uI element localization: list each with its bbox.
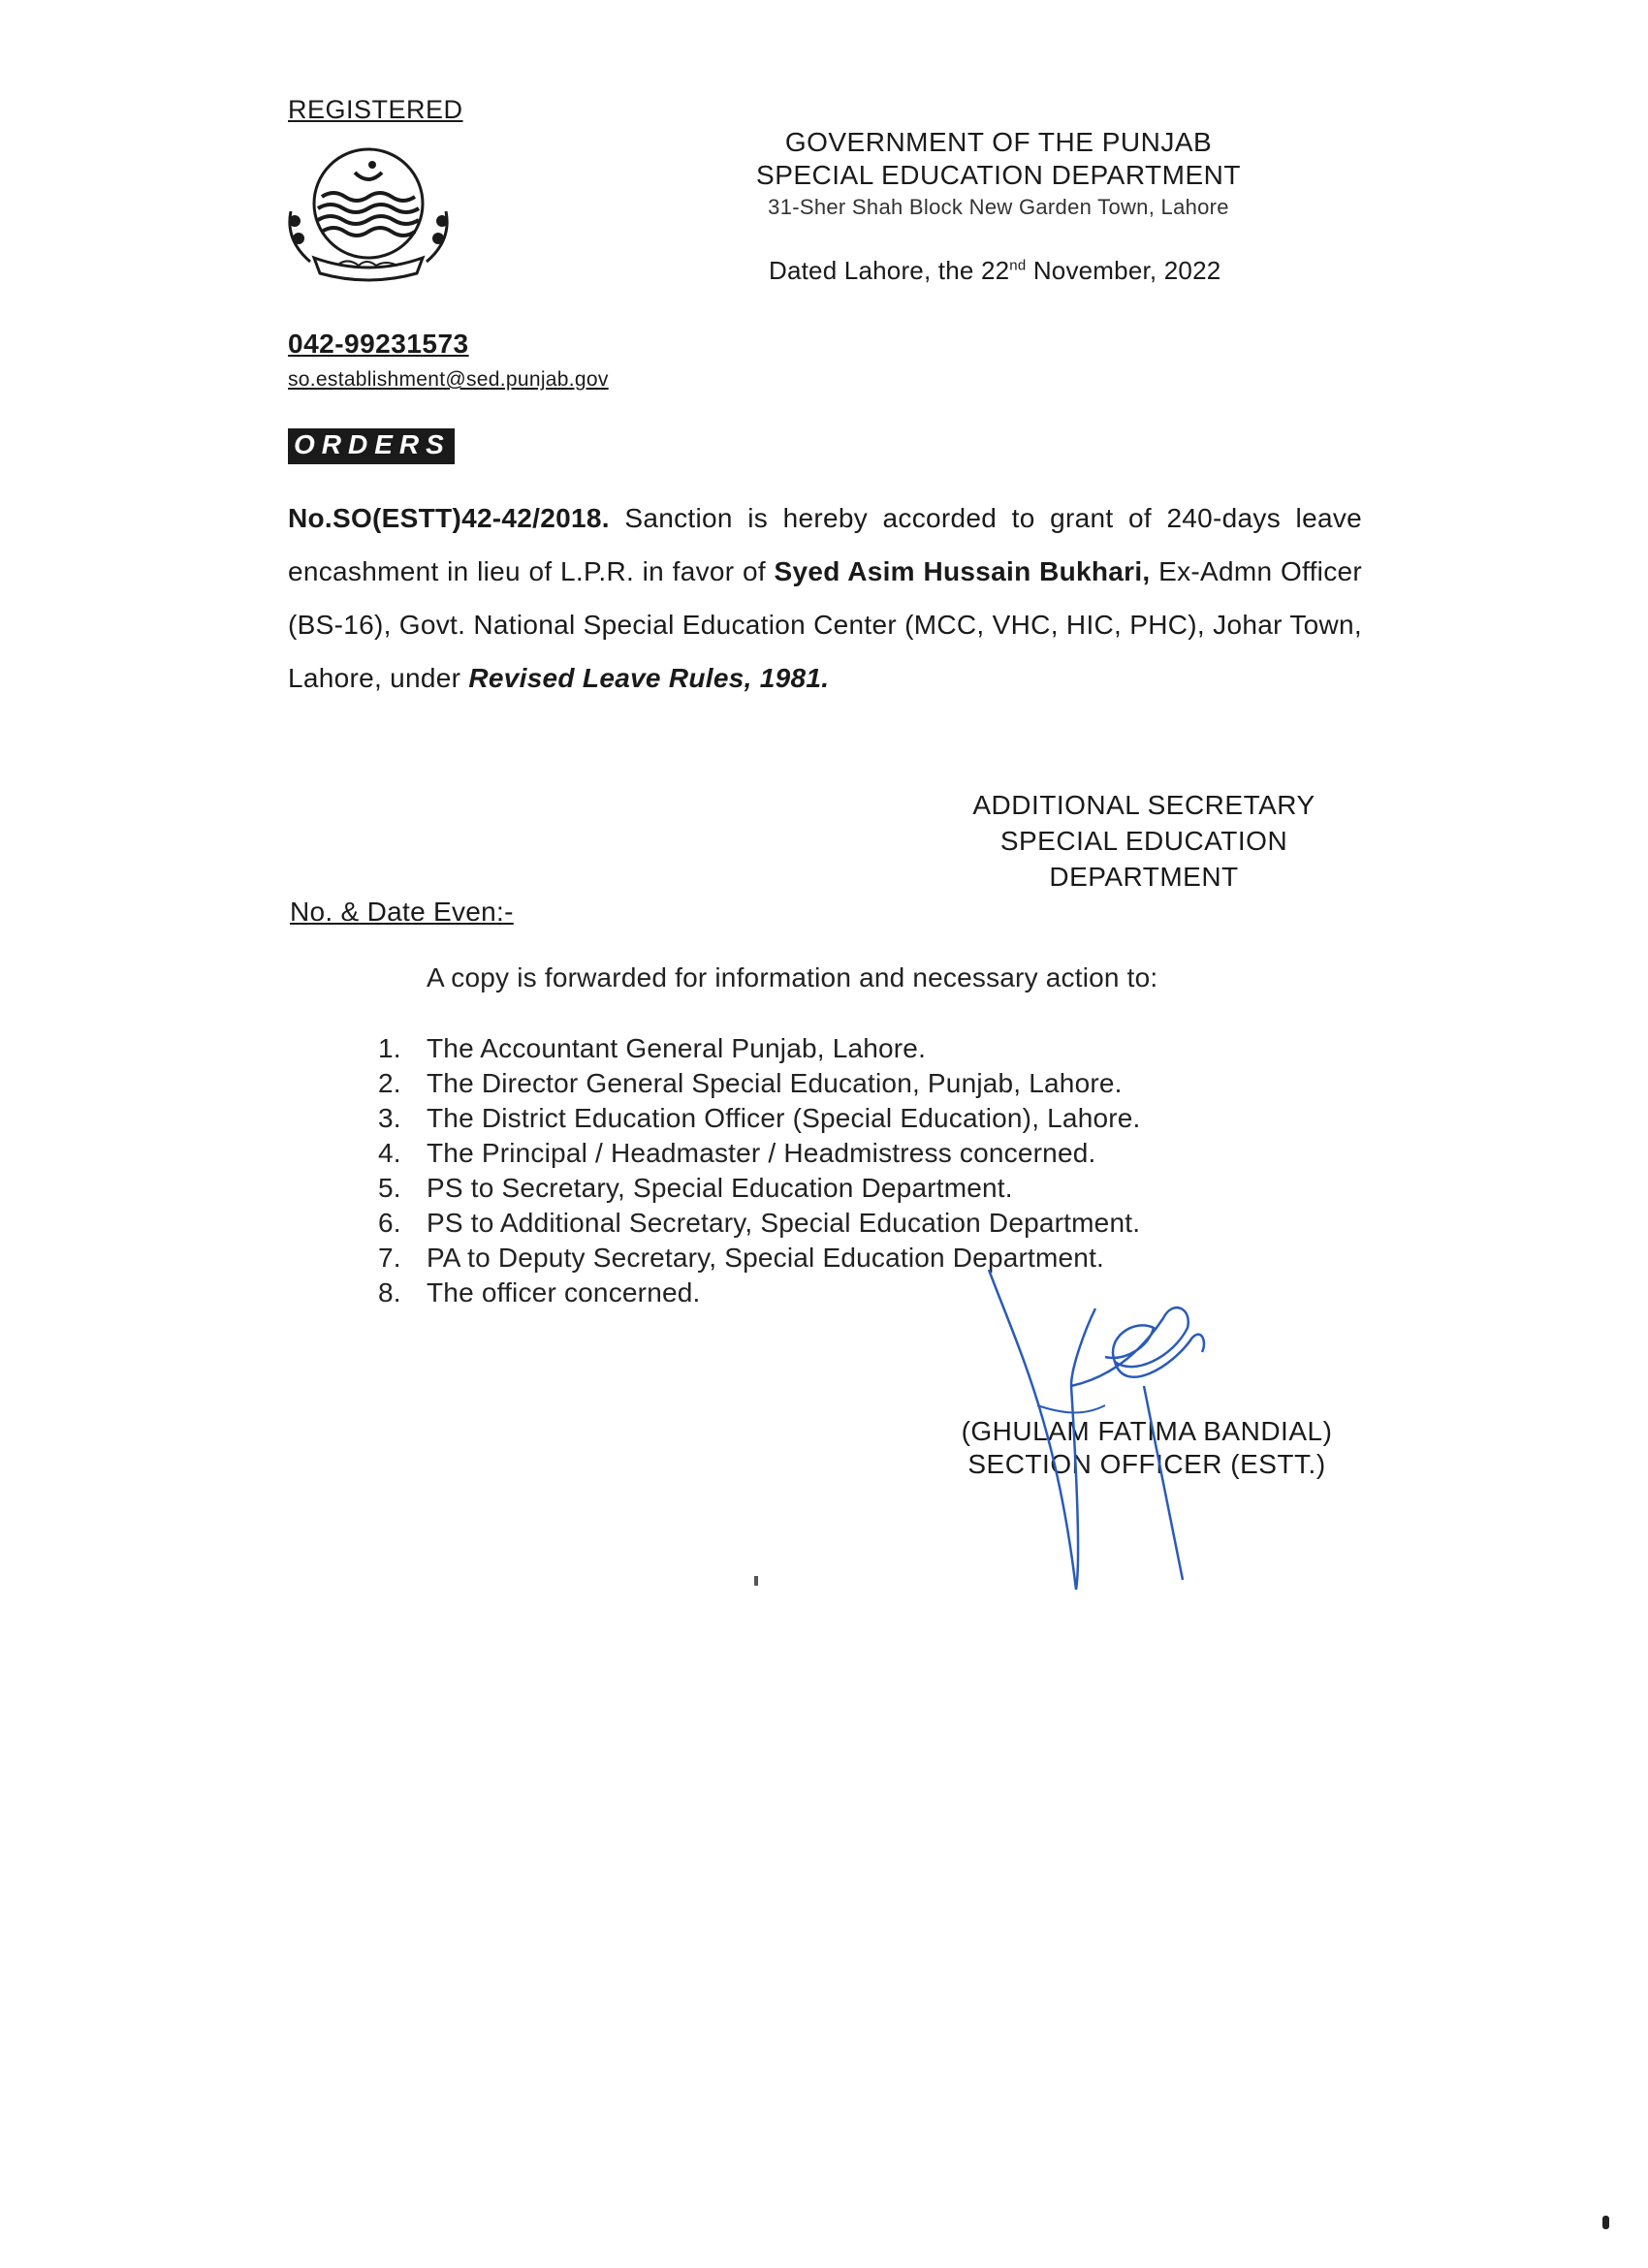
forward-text: A copy is forwarded for information and necessary action to: <box>427 962 1158 992</box>
signatory-title: SECTION OFFICER (ESTT.) <box>967 1449 1326 1479</box>
order-text-2: Ex-Admn Officer (BS-16), Govt. National Special Education Center (MCC, VHC, HIC, PHC), Johar Town, Lahore, under <box>288 556 1362 693</box>
speck-mark <box>1602 2216 1609 2229</box>
letter-date <box>769 256 1220 286</box>
order-number: No.SO(ESTT)42-42/2018. <box>288 503 610 533</box>
list-item: 7. PA to Deputy Secretary, Special Education Department. <box>378 1243 1105 1273</box>
authority-line-1: ADDITIONAL SECRETARY <box>972 790 1315 820</box>
date-suffix: November, 2022 <box>1026 256 1221 285</box>
order-paragraph <box>288 491 1362 705</box>
leave-rules: Revised Leave Rules, 1981. <box>468 663 830 693</box>
list-item: 2. The Director General Special Education, Punjab, Lahore. <box>378 1068 1123 1098</box>
authority-block <box>931 787 1357 895</box>
letterhead <box>679 126 1318 223</box>
list-item: 6. PS to Additional Secretary, Special Education Department. <box>378 1208 1141 1238</box>
government-title: GOVERNMENT OF THE PUNJAB <box>784 127 1213 157</box>
email-address[interactable]: so.establishment@sed.punjab.gov <box>288 368 609 391</box>
list-item: 8. The officer concerned. <box>378 1277 701 1307</box>
number-date-even: No. & Date Even:- <box>290 897 514 927</box>
orders-heading: ORDERS <box>288 428 455 464</box>
list-item: 3. The District Education Officer (Special Education), Lahore. <box>378 1103 1141 1133</box>
authority-line-2: SPECIAL EDUCATION <box>999 826 1288 856</box>
order-text-1: Sanction is hereby accorded to grant of 240-days leave encashment in lieu of L.P.R. in favor of <box>288 503 1362 586</box>
department-title: SPECIAL EDUCATION DEPARTMENT <box>756 160 1241 190</box>
department-address: 31-Sher Shah Block New Garden Town, Lahore <box>768 195 1229 219</box>
recipient-list <box>378 1031 1141 1310</box>
signatory-name: (GHULAM FATIMA BANDIAL) <box>961 1416 1333 1446</box>
list-item: 5. PS to Secretary, Special Education Department. <box>378 1173 1013 1203</box>
phone-number: 042-99231573 <box>288 329 469 359</box>
punjab-emblem-icon <box>271 143 465 289</box>
signature-icon <box>979 1270 1231 1599</box>
list-item: 4. The Principal / Headmaster / Headmistress concerned. <box>378 1138 1096 1168</box>
speck-mark <box>754 1576 758 1586</box>
authority-line-3: DEPARTMENT <box>1049 862 1239 892</box>
employee-name: Syed Asim Hussain Bukhari, <box>774 556 1151 586</box>
date-prefix: Dated Lahore, the 22 <box>769 256 1010 285</box>
registered-label: REGISTERED <box>288 95 463 124</box>
date-ordinal: nd <box>1009 257 1027 274</box>
list-item: 1. The Accountant General Punjab, Lahore. <box>378 1033 927 1063</box>
